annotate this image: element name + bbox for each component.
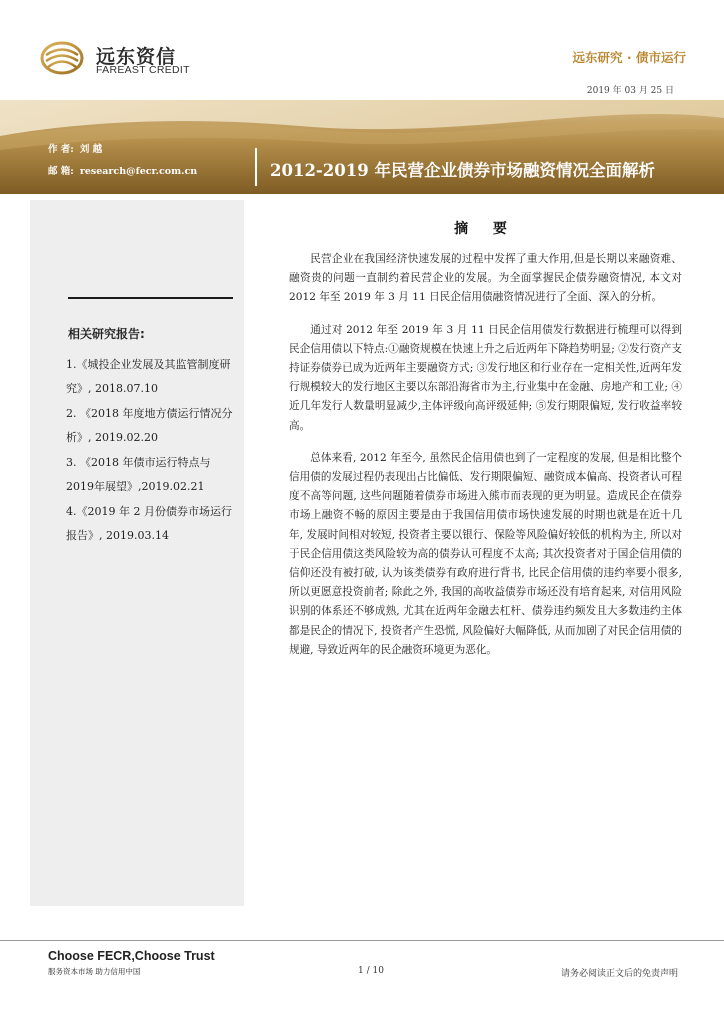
email-label: 邮 箱:: [48, 166, 74, 177]
abstract-paragraph: 总体来看, 2012 年至今, 虽然民企信用债也到了一定程度的发展, 但是相比整个信用债的发展过程仍表现出占比偏低、发行期限偏短、融资成本偏高、投资者认可程度不高等问题, 这些问题随着债券市场进入熊市而表现的更为明显。造成民企在债券市场上融资不畅的原因主要是由于我国信用债市场快速发展的时期也就是在近十几年, 发展时间相对较短, 投资者主要以银行、保险等风险偏好较低的机构为主, 所以对于民企信用债这类风险较为高的债券认可程度不太高; 其次投资者对于国企信用债的信仰还没有被打破, 认为该类债券有政府进行背书, 比民企信用债的违约率要小很多, 所以更愿意投资前者; 除此之外, 我国的高收益债券市场还没有培育起来, 对信用风险识别的体系还不够成熟, 尤其在近两年金融去杠杆、债券违约频发且大多数违约主体都是民企的情况下, 投资者产生恐慌, 风险偏好大幅降低, 从而加剧了对民企信用债的规避, 导致近两年的民企融资环境更为恶化。: [289, 451, 682, 656]
related-reports-title: 相关研究报告:: [68, 327, 145, 341]
abstract-section: [289, 218, 682, 673]
author-name: 刘 越: [79, 144, 103, 155]
footer-divider: [0, 940, 724, 941]
logo-chinese-name: 远东资信: [96, 46, 177, 68]
sidebar-divider: [68, 297, 233, 299]
related-report-item[interactable]: 3. 《2018 年债市运行特点与2019年展望》,2019.02.21: [66, 456, 211, 493]
abstract-heading: 摘 要: [454, 221, 517, 237]
page-number: 1 / 10: [358, 966, 384, 976]
related-reports-list: [66, 353, 238, 549]
related-report-item[interactable]: 1.《城投企业发展及其监管制度研究》, 2018.07.10: [66, 358, 231, 395]
email-address[interactable]: research@fecr.com.cn: [79, 166, 198, 177]
company-logo: [40, 40, 190, 80]
footer-disclaimer: 请务必阅读正文后的免责声明: [560, 969, 678, 979]
publish-date: 2019 年 03 月 25 日: [586, 86, 674, 96]
abstract-paragraph: 民营企业在我国经济快速发展的过程中发挥了重大作用,但是长期以来融资难、融资贵的问题一直制约着民营企业的发展。为全面掌握民企债券融资情况, 本文对 2012 年至 2019 年 3 月 11 日民企信用债融资情况进行了全面、深入的分析。: [289, 253, 682, 304]
email-line: [48, 163, 197, 177]
related-report-item[interactable]: 2. 《2018 年度地方债运行情况分析》, 2019.02.20: [66, 407, 233, 444]
footer-slogan-cn: 服务资本市场 助力信用中国: [48, 967, 141, 976]
author-label: 作 者:: [48, 144, 74, 155]
abstract-paragraph: 通过对 2012 年至 2019 年 3 月 11 日民企信用债发行数据进行梳理可以得到民企信用债以下特点:①融资规模在快速上升之后近两年下降趋势明显; ②发行资产支持证券债券已成为近两年主要融资方式; ③发行地区和行业存在一定相关性,近两年发行规模较大的发行地区主要以东部沿海省市为主,行业集中在金融、房地产和工业; ④近几年发行人数量明显减少,主体评级向高评级延伸; ⑤发行期限偏短, 发行收益率较高。: [289, 323, 682, 432]
banner-divider: [255, 148, 257, 186]
report-series: 远东研究 · 债市运行: [572, 50, 686, 65]
footer-slogan-en: Choose FECR,Choose Trust: [48, 949, 215, 963]
report-title: 2012-2019 年民营企业债券市场融资情况全面解析: [270, 161, 655, 180]
related-report-item[interactable]: 4.《2019 年 2 月份债券市场运行报告》, 2019.03.14: [66, 505, 232, 542]
author-line: [48, 141, 102, 155]
logo-english-name: FAREAST CREDIT: [96, 64, 190, 76]
page-header: [0, 0, 724, 100]
fareast-credit-logo-icon: [40, 40, 84, 76]
sidebar: [30, 200, 244, 906]
